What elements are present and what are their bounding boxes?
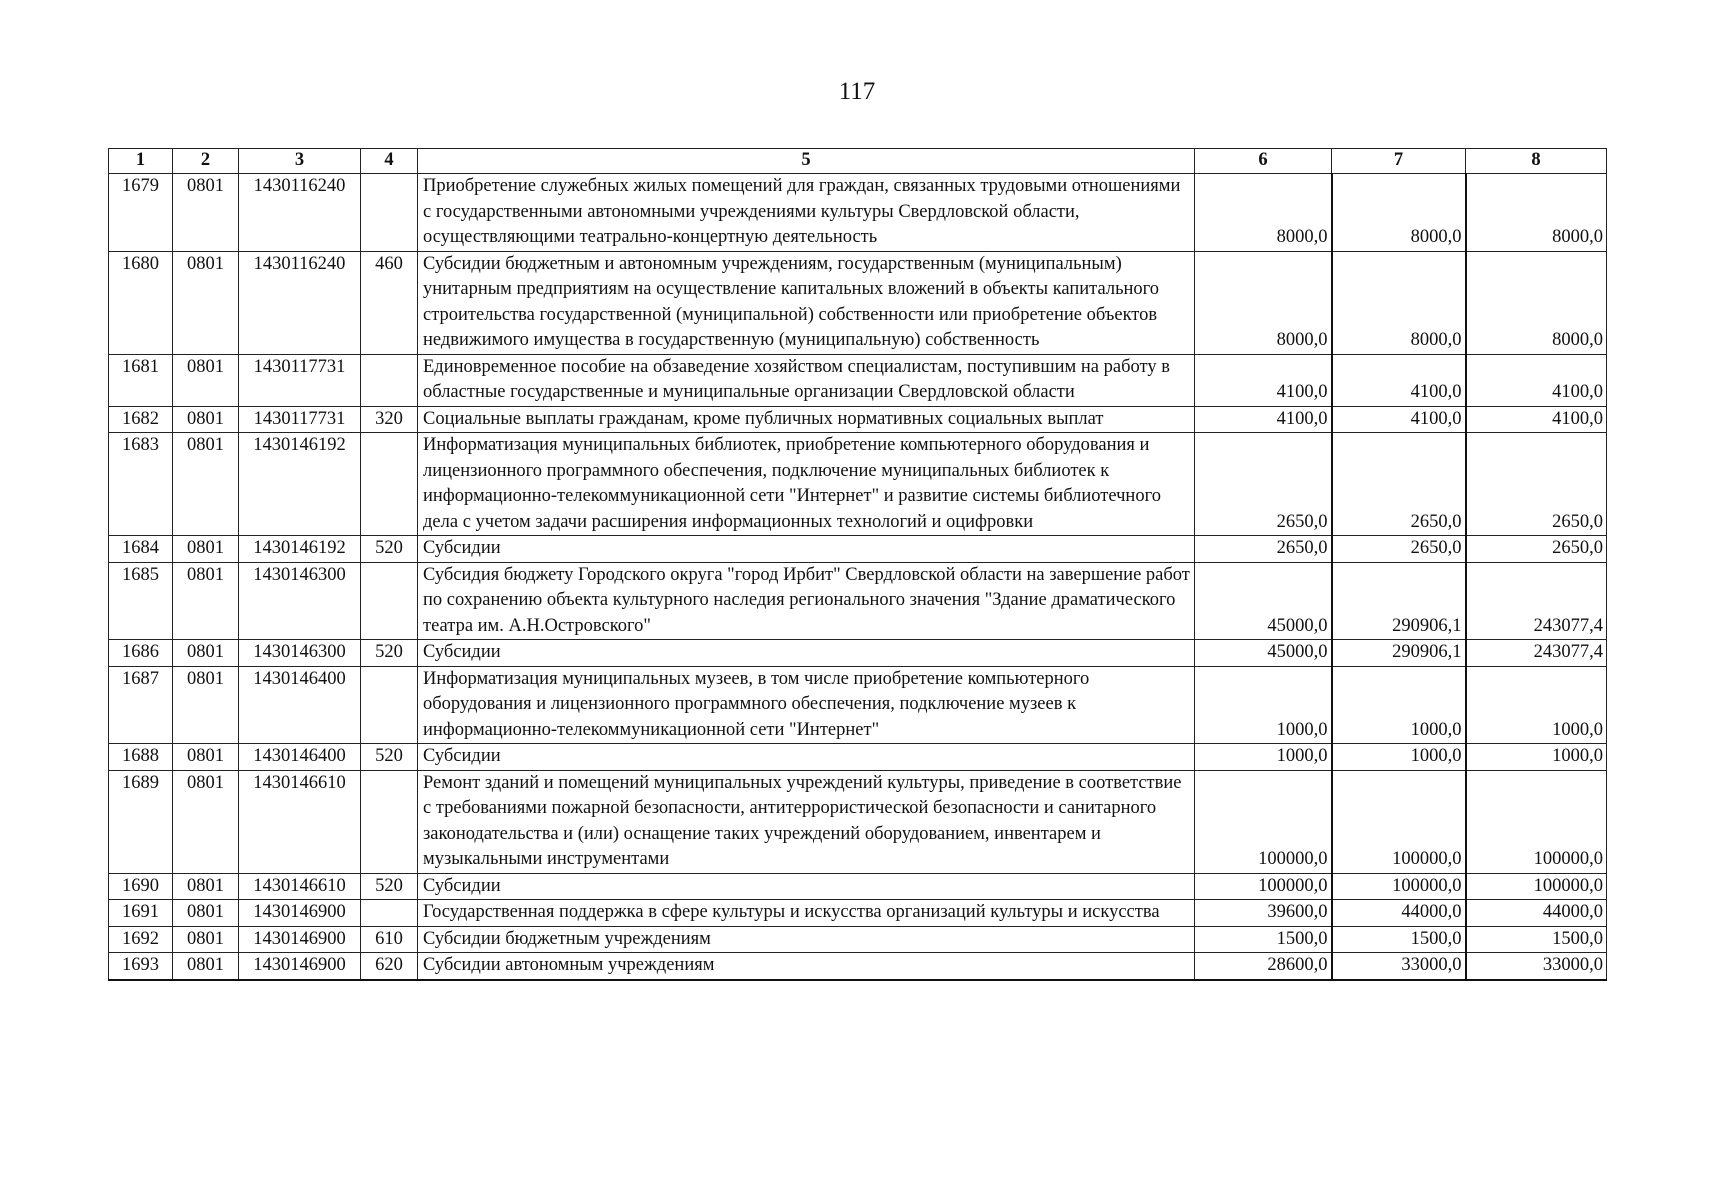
row-number-cell: 1685 — [109, 562, 173, 640]
amount-year-2-cell: 1000,0 — [1332, 744, 1466, 771]
section-code-cell: 0801 — [173, 666, 239, 744]
amount-year-2-cell: 4100,0 — [1332, 354, 1466, 406]
amount-year-3-cell: 4100,0 — [1466, 406, 1607, 433]
row-number-cell: 1680 — [109, 251, 173, 354]
name-cell: Информатизация муниципальных музеев, в том числе приобретение компьютерного оборудования и лицензионного программного обеспечения, подключение музеев к информационно-телекоммуникационной сети "Интернет" — [418, 666, 1195, 744]
table-row — [109, 953, 1607, 980]
amount-year-3-cell: 4100,0 — [1466, 354, 1607, 406]
row-number-cell: 1681 — [109, 354, 173, 406]
amount-year-1-cell: 8000,0 — [1195, 174, 1332, 252]
target-code-cell: 1430117731 — [239, 406, 361, 433]
target-code-cell: 1430146610 — [239, 873, 361, 900]
section-code-cell: 0801 — [173, 354, 239, 406]
target-code-cell: 1430146900 — [239, 926, 361, 953]
section-code-cell: 0801 — [173, 433, 239, 536]
amount-year-1-cell: 28600,0 — [1195, 953, 1332, 980]
amount-year-1-cell: 1000,0 — [1195, 666, 1332, 744]
amount-year-1-cell: 1000,0 — [1195, 744, 1332, 771]
amount-year-3-cell: 33000,0 — [1466, 953, 1607, 980]
amount-year-3-cell: 243077,4 — [1466, 562, 1607, 640]
row-number-cell: 1693 — [109, 953, 173, 980]
table-row — [109, 562, 1607, 640]
target-code-cell: 1430146400 — [239, 744, 361, 771]
amount-year-2-cell: 8000,0 — [1332, 174, 1466, 252]
section-code-cell: 0801 — [173, 251, 239, 354]
target-code-cell: 1430116240 — [239, 251, 361, 354]
table-row — [109, 406, 1607, 433]
amount-year-2-cell: 290906,1 — [1332, 562, 1466, 640]
amount-year-1-cell: 100000,0 — [1195, 873, 1332, 900]
amount-year-1-cell: 4100,0 — [1195, 354, 1332, 406]
target-code-cell: 1430117731 — [239, 354, 361, 406]
amount-year-2-cell: 44000,0 — [1332, 900, 1466, 927]
row-number-cell: 1688 — [109, 744, 173, 771]
target-code-cell: 1430146300 — [239, 640, 361, 667]
target-code-cell: 1430146610 — [239, 770, 361, 873]
section-code-cell: 0801 — [173, 744, 239, 771]
target-code-cell: 1430146900 — [239, 953, 361, 980]
amount-year-2-cell: 2650,0 — [1332, 433, 1466, 536]
table-row — [109, 926, 1607, 953]
expense-type-cell — [361, 433, 418, 536]
amount-year-1-cell: 45000,0 — [1195, 640, 1332, 667]
amount-year-2-cell: 2650,0 — [1332, 536, 1466, 563]
amount-year-1-cell: 1500,0 — [1195, 926, 1332, 953]
column-header-section: 2 — [173, 149, 239, 174]
amount-year-1-cell: 8000,0 — [1195, 251, 1332, 354]
expense-type-cell: 460 — [361, 251, 418, 354]
amount-year-3-cell: 243077,4 — [1466, 640, 1607, 667]
name-cell: Субсидия бюджету Городского округа "город Ирбит" Свердловской области на завершение работ по сохранению объекта культурного наследия регионального значения "Здание драматического театра им. А.Н.Островского" — [418, 562, 1195, 640]
amount-year-3-cell: 2650,0 — [1466, 536, 1607, 563]
row-number-cell: 1691 — [109, 900, 173, 927]
amount-year-1-cell: 100000,0 — [1195, 770, 1332, 873]
expense-type-cell — [361, 174, 418, 252]
column-header-target-code: 3 — [239, 149, 361, 174]
name-cell: Субсидии — [418, 873, 1195, 900]
name-cell: Государственная поддержка в сфере культуры и искусства организаций культуры и искусства — [418, 900, 1195, 927]
expense-type-cell: 520 — [361, 640, 418, 667]
amount-year-3-cell: 8000,0 — [1466, 251, 1607, 354]
column-header-year-2: 7 — [1332, 149, 1466, 174]
section-code-cell: 0801 — [173, 873, 239, 900]
amount-year-2-cell: 1000,0 — [1332, 666, 1466, 744]
amount-year-3-cell: 8000,0 — [1466, 174, 1607, 252]
amount-year-2-cell: 100000,0 — [1332, 873, 1466, 900]
table-row — [109, 174, 1607, 252]
amount-year-2-cell: 290906,1 — [1332, 640, 1466, 667]
column-header-name: 5 — [418, 149, 1195, 174]
row-number-cell: 1689 — [109, 770, 173, 873]
table-row — [109, 900, 1607, 927]
table-row — [109, 666, 1607, 744]
name-cell: Социальные выплаты гражданам, кроме публичных нормативных социальных выплат — [418, 406, 1195, 433]
target-code-cell: 1430146192 — [239, 536, 361, 563]
row-number-cell: 1679 — [109, 174, 173, 252]
table-row — [109, 640, 1607, 667]
table-row — [109, 536, 1607, 563]
expense-type-cell — [361, 770, 418, 873]
expense-type-cell — [361, 562, 418, 640]
expense-type-cell: 520 — [361, 536, 418, 563]
expense-type-cell: 520 — [361, 744, 418, 771]
name-cell: Информатизация муниципальных библиотек, приобретение компьютерного оборудования и лицензионного программного обеспечения, подключение муниципальных библиотек к информационно-телекоммуникационной сети "Интернет" и развитие системы библиотечного дела с учетом задачи расширения информационных технологий и оцифровки — [418, 433, 1195, 536]
name-cell: Субсидии — [418, 640, 1195, 667]
expense-type-cell — [361, 354, 418, 406]
row-number-cell: 1682 — [109, 406, 173, 433]
name-cell: Субсидии — [418, 744, 1195, 771]
amount-year-3-cell: 100000,0 — [1466, 873, 1607, 900]
target-code-cell: 1430146900 — [239, 900, 361, 927]
expense-type-cell: 320 — [361, 406, 418, 433]
expense-type-cell — [361, 666, 418, 744]
amount-year-2-cell: 4100,0 — [1332, 406, 1466, 433]
amount-year-1-cell: 2650,0 — [1195, 433, 1332, 536]
target-code-cell: 1430146400 — [239, 666, 361, 744]
amount-year-1-cell: 45000,0 — [1195, 562, 1332, 640]
amount-year-3-cell: 44000,0 — [1466, 900, 1607, 927]
name-cell: Субсидии — [418, 536, 1195, 563]
row-number-cell: 1692 — [109, 926, 173, 953]
table-header-row — [109, 149, 1607, 174]
column-header-expense-type: 4 — [361, 149, 418, 174]
row-number-cell: 1686 — [109, 640, 173, 667]
amount-year-3-cell: 1000,0 — [1466, 666, 1607, 744]
amount-year-3-cell: 2650,0 — [1466, 433, 1607, 536]
section-code-cell: 0801 — [173, 562, 239, 640]
row-number-cell: 1687 — [109, 666, 173, 744]
target-code-cell: 1430116240 — [239, 174, 361, 252]
amount-year-2-cell: 1500,0 — [1332, 926, 1466, 953]
amount-year-2-cell: 100000,0 — [1332, 770, 1466, 873]
section-code-cell: 0801 — [173, 926, 239, 953]
amount-year-1-cell: 39600,0 — [1195, 900, 1332, 927]
column-header-year-3: 8 — [1466, 149, 1607, 174]
section-code-cell: 0801 — [173, 640, 239, 667]
name-cell: Единовременное пособие на обзаведение хозяйством специалистам, поступившим на работу в областные государственные и муниципальные организации Свердловской области — [418, 354, 1195, 406]
section-code-cell: 0801 — [173, 900, 239, 927]
amount-year-2-cell: 8000,0 — [1332, 251, 1466, 354]
amount-year-3-cell: 100000,0 — [1466, 770, 1607, 873]
section-code-cell: 0801 — [173, 953, 239, 980]
target-code-cell: 1430146300 — [239, 562, 361, 640]
column-header-year-1: 6 — [1195, 149, 1332, 174]
amount-year-3-cell: 1500,0 — [1466, 926, 1607, 953]
name-cell: Субсидии бюджетным учреждениям — [418, 926, 1195, 953]
section-code-cell: 0801 — [173, 770, 239, 873]
expense-type-cell: 520 — [361, 873, 418, 900]
amount-year-1-cell: 4100,0 — [1195, 406, 1332, 433]
table-row — [109, 744, 1607, 771]
name-cell: Ремонт зданий и помещений муниципальных учреждений культуры, приведение в соответствие с требованиями пожарной безопасности, антитеррористической безопасности и санитарного законодательства и (или) оснащение таких учреждений оборудованием, инвентарем и музыкальными инструментами — [418, 770, 1195, 873]
name-cell: Приобретение служебных жилых помещений для граждан, связанных трудовыми отношениями с государственными автономными учреждениями культуры Свердловской области, осуществляющими театрально-концертную деятельность — [418, 174, 1195, 252]
amount-year-1-cell: 2650,0 — [1195, 536, 1332, 563]
table-row — [109, 251, 1607, 354]
section-code-cell: 0801 — [173, 536, 239, 563]
expense-type-cell: 610 — [361, 926, 418, 953]
table-row — [109, 770, 1607, 873]
table-row — [109, 354, 1607, 406]
budget-table — [108, 148, 1607, 981]
expense-type-cell — [361, 900, 418, 927]
amount-year-3-cell: 1000,0 — [1466, 744, 1607, 771]
target-code-cell: 1430146192 — [239, 433, 361, 536]
column-header-row-number: 1 — [109, 149, 173, 174]
row-number-cell: 1690 — [109, 873, 173, 900]
row-number-cell: 1683 — [109, 433, 173, 536]
name-cell: Субсидии бюджетным и автономным учреждениям, государственным (муниципальным) унитарным предприятиям на осуществление капитальных вложений в объекты капитального строительства государственной (муниципальной) собственности или приобретение объектов недвижимого имущества в государственную (муниципальную) собственность — [418, 251, 1195, 354]
row-number-cell: 1684 — [109, 536, 173, 563]
expense-type-cell: 620 — [361, 953, 418, 980]
table-row — [109, 433, 1607, 536]
section-code-cell: 0801 — [173, 406, 239, 433]
name-cell: Субсидии автономным учреждениям — [418, 953, 1195, 980]
table-row — [109, 873, 1607, 900]
amount-year-2-cell: 33000,0 — [1332, 953, 1466, 980]
page-number: 117 — [838, 78, 876, 105]
section-code-cell: 0801 — [173, 174, 239, 252]
